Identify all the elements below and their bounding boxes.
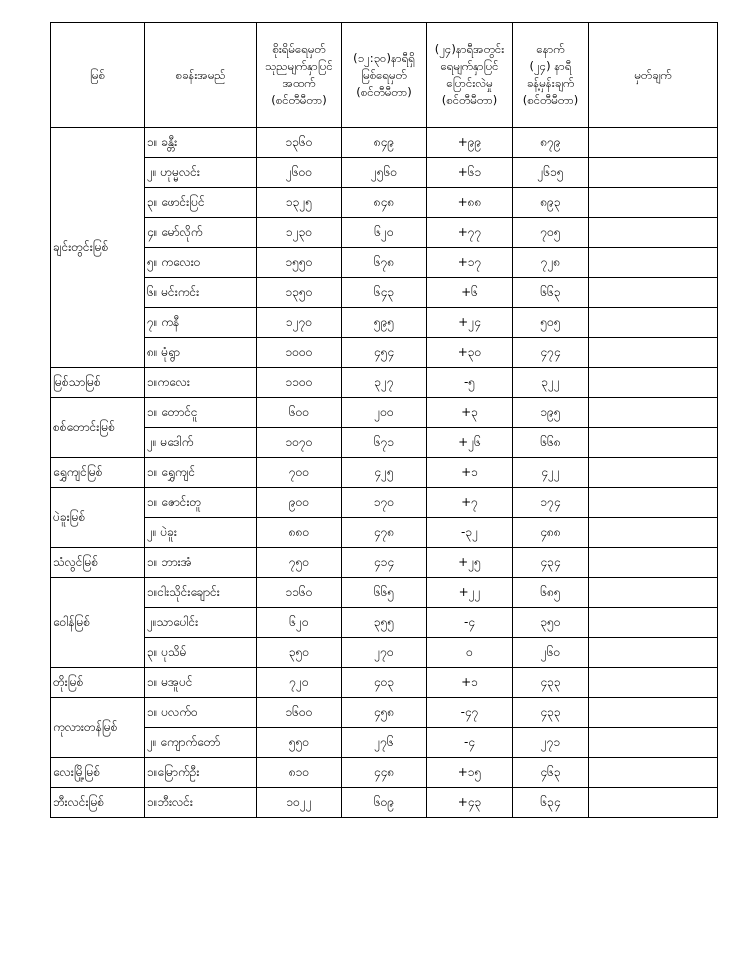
- header-row: [51, 23, 718, 128]
- table-row: [51, 158, 718, 188]
- header-current-line: (စင်တီမီတာ): [356, 84, 412, 99]
- forecast-cell: ၈၇၉: [513, 128, 589, 158]
- change-cell: +၁: [427, 458, 513, 488]
- header-change-line: (၂၄)နာရီအတွင်း: [434, 42, 505, 56]
- station-cell: ၂။ ဟုမ္မလင်း: [145, 158, 257, 188]
- remarks-cell: [589, 158, 718, 188]
- table-row: [51, 248, 718, 278]
- station-cell: ၁။ ရွှေကျင်: [145, 458, 257, 488]
- change-cell: +၂၅: [427, 548, 513, 578]
- danger-level-cell: ၁၀၇၀: [257, 428, 342, 458]
- header-change-line: (စင်တီမီတာ): [441, 93, 498, 107]
- river-name-cell: ကုလားတန်မြစ်: [51, 698, 145, 758]
- station-cell: ၅။ ကလေးဝ: [145, 248, 257, 278]
- station-cell: ၁။ငါးသိုင်းချောင်း: [145, 578, 257, 608]
- table-row: [51, 308, 718, 338]
- danger-level-cell: ၁၂၇၀: [257, 308, 342, 338]
- current-level-cell: ၂၅၆၀: [342, 158, 427, 188]
- current-level-cell: ၃၂၇: [342, 368, 427, 398]
- change-cell: +၆၁: [427, 158, 513, 188]
- station-cell: ၄။ မော်လိုက်: [145, 218, 257, 248]
- change-cell: -၄: [427, 608, 513, 638]
- current-level-cell: ၆၇၈: [342, 248, 427, 278]
- current-level-cell: ၂၇၀: [342, 638, 427, 668]
- change-cell: +၇: [427, 488, 513, 518]
- station-cell: ၂။ မဒေါက်: [145, 428, 257, 458]
- station-cell: ၂။ ကျောက်တော်: [145, 728, 257, 758]
- change-cell: +၂၂: [427, 578, 513, 608]
- table-row: [51, 128, 718, 158]
- table-row: [51, 758, 718, 788]
- remarks-cell: [589, 308, 718, 338]
- river-level-table: [50, 22, 718, 818]
- table-row: [51, 548, 718, 578]
- danger-level-cell: ၁၆၀၀: [257, 698, 342, 728]
- danger-level-cell: ၈၈၀: [257, 518, 342, 548]
- forecast-cell: ၃၅၀: [513, 608, 589, 638]
- remarks-cell: [589, 788, 718, 818]
- remarks-cell: [589, 518, 718, 548]
- remarks-cell: [589, 128, 718, 158]
- danger-level-cell: ၈၁၀: [257, 758, 342, 788]
- header-danger-line: အထက်: [282, 76, 316, 90]
- forecast-cell: ၈၉၃: [513, 188, 589, 218]
- current-level-cell: ၄၁၄: [342, 548, 427, 578]
- table-row: [51, 428, 718, 458]
- river-name-cell: ပဲခူးမြစ်: [51, 488, 145, 548]
- header-river: မြစ်: [51, 23, 145, 128]
- remarks-cell: [589, 458, 718, 488]
- river-name-cell: စစ်တောင်းမြစ်: [51, 398, 145, 458]
- river-name-cell: လေးမြို့မြစ်: [51, 758, 145, 788]
- danger-level-cell: ၇၅၀: [257, 548, 342, 578]
- change-cell: +၉၉: [427, 128, 513, 158]
- header-danger-line: သုညမျက်နှာပြင်: [265, 59, 333, 73]
- table-row: [51, 458, 718, 488]
- change-cell: +၁၅: [427, 758, 513, 788]
- forecast-cell: ၁၉၅: [513, 398, 589, 428]
- remarks-cell: [589, 698, 718, 728]
- river-name-cell: ချင်းတွင်းမြစ်: [51, 128, 145, 368]
- forecast-cell: ၅၀၅: [513, 308, 589, 338]
- table-row: [51, 338, 718, 368]
- station-cell: ၃။ ပုသိမ်: [145, 638, 257, 668]
- change-cell: +၁၇: [427, 248, 513, 278]
- station-cell: ၂။သာပေါင်း: [145, 608, 257, 638]
- forecast-cell: ၄၃၃: [513, 668, 589, 698]
- table-header: [51, 23, 718, 128]
- remarks-cell: [589, 548, 718, 578]
- change-cell: +၁: [427, 668, 513, 698]
- river-name-cell: ရွှေကျင်မြစ်: [51, 458, 145, 488]
- danger-level-cell: ၁၀၀၀: [257, 338, 342, 368]
- station-cell: ၂။ ပဲခူး: [145, 518, 257, 548]
- station-cell: ၁။ကလေး: [145, 368, 257, 398]
- current-level-cell: ၂၇၆: [342, 728, 427, 758]
- danger-level-cell: ၂၆၀၀: [257, 158, 342, 188]
- header-current-line: မြစ်ရေမှတ်: [361, 67, 407, 82]
- river-name-cell: မြစ်သာမြစ်: [51, 368, 145, 398]
- current-level-cell: ၄၅၄: [342, 338, 427, 368]
- remarks-cell: [589, 188, 718, 218]
- forecast-cell: ၂၇၁: [513, 728, 589, 758]
- forecast-cell: ၆၈၅: [513, 578, 589, 608]
- forecast-cell: ၂၆၁၅: [513, 158, 589, 188]
- table-row: [51, 698, 718, 728]
- danger-level-cell: ၆၀၀: [257, 398, 342, 428]
- current-level-cell: ၃၅၅: [342, 608, 427, 638]
- station-cell: ၁။ တောင်ငူ: [145, 398, 257, 428]
- forecast-cell: ၇၂၈: [513, 248, 589, 278]
- table-row: [51, 188, 718, 218]
- change-cell: -၄၇: [427, 698, 513, 728]
- river-name-cell: တိုးမြစ်: [51, 668, 145, 698]
- table-row: [51, 788, 718, 818]
- current-level-cell: ၆၄၃: [342, 278, 427, 308]
- current-level-cell: ၈၄၈: [342, 188, 427, 218]
- station-cell: ၇။ ကနီ: [145, 308, 257, 338]
- change-cell: +၃၀: [427, 338, 513, 368]
- header-current-level: [342, 23, 427, 128]
- danger-level-cell: ၁၁၆၀: [257, 578, 342, 608]
- danger-level-cell: ၁၁၀၀: [257, 368, 342, 398]
- remarks-cell: [589, 608, 718, 638]
- table-row: [51, 278, 718, 308]
- header-change-line: ပြောင်းလဲမှု: [446, 76, 493, 90]
- remarks-cell: [589, 248, 718, 278]
- remarks-cell: [589, 278, 718, 308]
- change-cell: +၈၈: [427, 188, 513, 218]
- header-forecast-line: ခန့်မှန်းချက်: [526, 76, 575, 90]
- table-body: [51, 128, 718, 818]
- change-cell: ၀: [427, 638, 513, 668]
- station-cell: ၁။ ပလက်ဝ: [145, 698, 257, 728]
- remarks-cell: [589, 398, 718, 428]
- danger-level-cell: ၇၂၀: [257, 668, 342, 698]
- header-forecast: [513, 23, 589, 128]
- river-name-cell: သံလွင်မြစ်: [51, 548, 145, 578]
- danger-level-cell: ၃၅၀: [257, 638, 342, 668]
- table-row: [51, 218, 718, 248]
- remarks-cell: [589, 368, 718, 398]
- change-cell: +၃: [427, 398, 513, 428]
- header-danger-level: [257, 23, 342, 128]
- station-cell: ၁။မြောက်ဦး: [145, 758, 257, 788]
- change-cell: -၃၂: [427, 518, 513, 548]
- danger-level-cell: ၁၃၅၀: [257, 278, 342, 308]
- danger-level-cell: ၇၀၀: [257, 458, 342, 488]
- forecast-cell: ၄၇၄: [513, 338, 589, 368]
- danger-level-cell: ၅၅၀: [257, 728, 342, 758]
- change-cell: +၂၄: [427, 308, 513, 338]
- table-row: [51, 488, 718, 518]
- danger-level-cell: ၁၂၃၀: [257, 218, 342, 248]
- forecast-cell: ၃၂၂: [513, 368, 589, 398]
- forecast-cell: ၁၇၄: [513, 488, 589, 518]
- station-cell: ၁။ ဇောင်းတူ: [145, 488, 257, 518]
- station-cell: ၃။ ဖောင်းပြင်: [145, 188, 257, 218]
- current-level-cell: ၄၂၅: [342, 458, 427, 488]
- danger-level-cell: ၁၃၆၀: [257, 128, 342, 158]
- forecast-cell: ၄၈၈: [513, 518, 589, 548]
- remarks-cell: [589, 578, 718, 608]
- current-level-cell: ၂၀၀: [342, 398, 427, 428]
- current-level-cell: ၄၇၈: [342, 518, 427, 548]
- current-level-cell: ၄၅၈: [342, 698, 427, 728]
- table-row: [51, 638, 718, 668]
- current-level-cell: ၅၉၅: [342, 308, 427, 338]
- change-cell: +၇၇: [427, 218, 513, 248]
- remarks-cell: [589, 668, 718, 698]
- remarks-cell: [589, 488, 718, 518]
- forecast-cell: ၇၀၅: [513, 218, 589, 248]
- change-cell: -၅: [427, 368, 513, 398]
- forecast-cell: ၆၃၄: [513, 788, 589, 818]
- forecast-cell: ၆၆၈: [513, 428, 589, 458]
- forecast-cell: ၄၆၃: [513, 758, 589, 788]
- header-current-line: (၁၂:၃၀)နာရီရှိ: [353, 50, 415, 65]
- current-level-cell: ၄၀၃: [342, 668, 427, 698]
- danger-level-cell: ၉၀၀: [257, 488, 342, 518]
- forecast-cell: ၄၃၄: [513, 548, 589, 578]
- header-change: [427, 23, 513, 128]
- danger-level-cell: ၁၀၂၂: [257, 788, 342, 818]
- remarks-cell: [589, 218, 718, 248]
- station-cell: ၁။ ခန္တီး: [145, 128, 257, 158]
- remarks-cell: [589, 758, 718, 788]
- change-cell: -၄: [427, 728, 513, 758]
- current-level-cell: ၁၇၀: [342, 488, 427, 518]
- header-forecast-line: (၂၄) နာရီ: [529, 59, 572, 73]
- header-change-line: ရေမျက်နှာပြင်: [440, 59, 499, 73]
- current-level-cell: ၆၇၁: [342, 428, 427, 458]
- river-name-cell: ဘီးလင်းမြစ်: [51, 788, 145, 818]
- table-row: [51, 578, 718, 608]
- header-forecast-line: နောက်: [536, 42, 565, 56]
- table-row: [51, 518, 718, 548]
- current-level-cell: ၆၂၀: [342, 218, 427, 248]
- header-danger-line: စိုးရိမ်ရေမှတ်: [272, 42, 326, 56]
- remarks-cell: [589, 338, 718, 368]
- danger-level-cell: ၁၃၂၅: [257, 188, 342, 218]
- header-forecast-line: (စင်တီမီတာ): [522, 93, 579, 107]
- table-row: [51, 728, 718, 758]
- river-name-cell: ဝေါန်မြစ်: [51, 578, 145, 668]
- change-cell: +၄၃: [427, 788, 513, 818]
- header-remarks: မှတ်ချက်: [589, 23, 718, 128]
- table-row: [51, 398, 718, 428]
- station-cell: ၁။ မအူပင်: [145, 668, 257, 698]
- station-cell: ၁။ဘီးလင်း: [145, 788, 257, 818]
- table-row: [51, 608, 718, 638]
- danger-level-cell: ၁၅၅၀: [257, 248, 342, 278]
- forecast-cell: ၂၆၀: [513, 638, 589, 668]
- change-cell: +၂၆: [427, 428, 513, 458]
- header-danger-line: (စင်တီမီတာ): [271, 93, 327, 107]
- remarks-cell: [589, 428, 718, 458]
- forecast-cell: ၆၆၃: [513, 278, 589, 308]
- danger-level-cell: ၆၂၀: [257, 608, 342, 638]
- remarks-cell: [589, 728, 718, 758]
- current-level-cell: ၄၄၈: [342, 758, 427, 788]
- table-row: [51, 368, 718, 398]
- current-level-cell: ၈၄၉: [342, 128, 427, 158]
- header-station: စခန်းအမည်: [145, 23, 257, 128]
- current-level-cell: ၆၆၅: [342, 578, 427, 608]
- station-cell: ၆။ မင်းကင်း: [145, 278, 257, 308]
- change-cell: +၆: [427, 278, 513, 308]
- remarks-cell: [589, 638, 718, 668]
- forecast-cell: ၄၃၃: [513, 698, 589, 728]
- forecast-cell: ၄၂၂: [513, 458, 589, 488]
- station-cell: ၈။ မုံရွာ: [145, 338, 257, 368]
- station-cell: ၁။ ဘားအံ: [145, 548, 257, 578]
- table-row: [51, 668, 718, 698]
- current-level-cell: ၆၀၉: [342, 788, 427, 818]
